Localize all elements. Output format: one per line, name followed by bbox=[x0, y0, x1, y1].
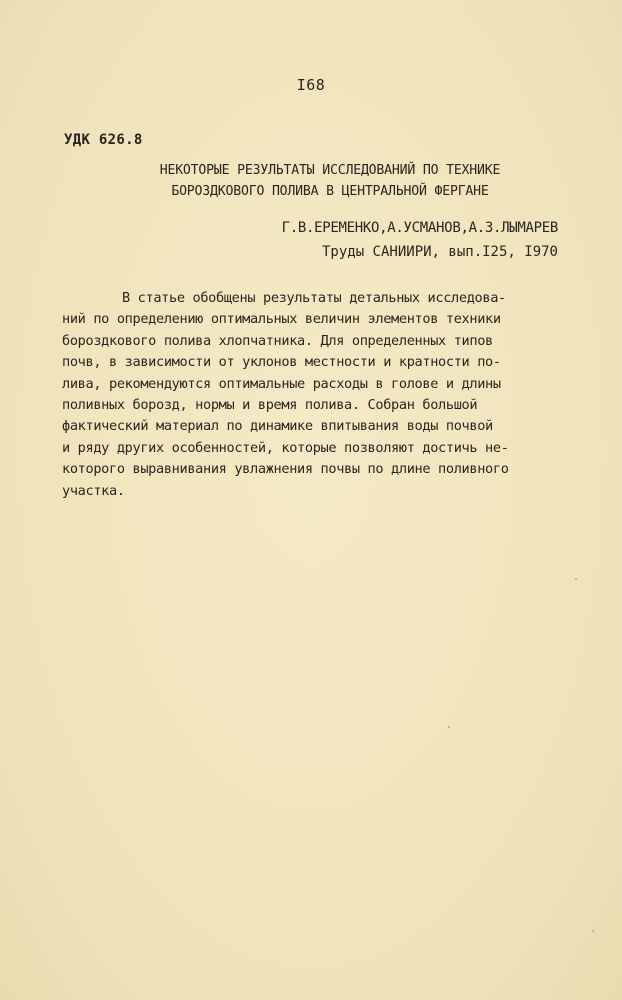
abstract-line: В статье обобщены результаты детальных исследова- bbox=[122, 290, 506, 306]
abstract-line: участка. bbox=[62, 482, 125, 499]
article-title bbox=[100, 160, 560, 202]
paper-speck bbox=[575, 578, 577, 580]
abstract bbox=[62, 288, 562, 502]
paper-speck bbox=[448, 726, 450, 728]
paper-speck bbox=[592, 930, 594, 932]
abstract-line: бороздкового полива хлопчатника. Для определенных типов bbox=[62, 332, 493, 349]
abstract-line: лива, рекомендуются оптимальные расходы в голове и длины bbox=[62, 375, 501, 392]
authors: Г.В.ЕРЕМЕНКО,А.УСМАНОВ,А.З.ЛЫМАРЕВ bbox=[281, 220, 558, 236]
title-line: НЕКОТОРЫЕ РЕЗУЛЬТАТЫ ИССЛЕДОВАНИЙ ПО ТЕХНИКЕ bbox=[159, 163, 501, 178]
abstract-line: и ряду других особенностей, которые позволяют достичь не- bbox=[62, 439, 509, 456]
page-number: I68 bbox=[296, 76, 326, 94]
udk-code: УДК 626.8 bbox=[64, 132, 143, 148]
source-citation: Труды САНИИРИ, вып.I25, I970 bbox=[321, 244, 558, 260]
abstract-line: поливных борозд, нормы и время полива. Собран большой bbox=[62, 397, 478, 414]
abstract-line: которого выравнивания увлажнения почвы по длине поливного bbox=[62, 461, 509, 478]
abstract-line: ний по определению оптимальных величин элементов техники bbox=[62, 311, 501, 328]
abstract-line: фактический материал по динамике впитывания воды почвой bbox=[62, 418, 493, 435]
abstract-line: почв, в зависимости от уклонов местности и кратности по- bbox=[62, 354, 501, 371]
title-line: БОРОЗДКОВОГО ПОЛИВА В ЦЕНТРАЛЬНОЙ ФЕРГАНЕ bbox=[171, 184, 489, 199]
